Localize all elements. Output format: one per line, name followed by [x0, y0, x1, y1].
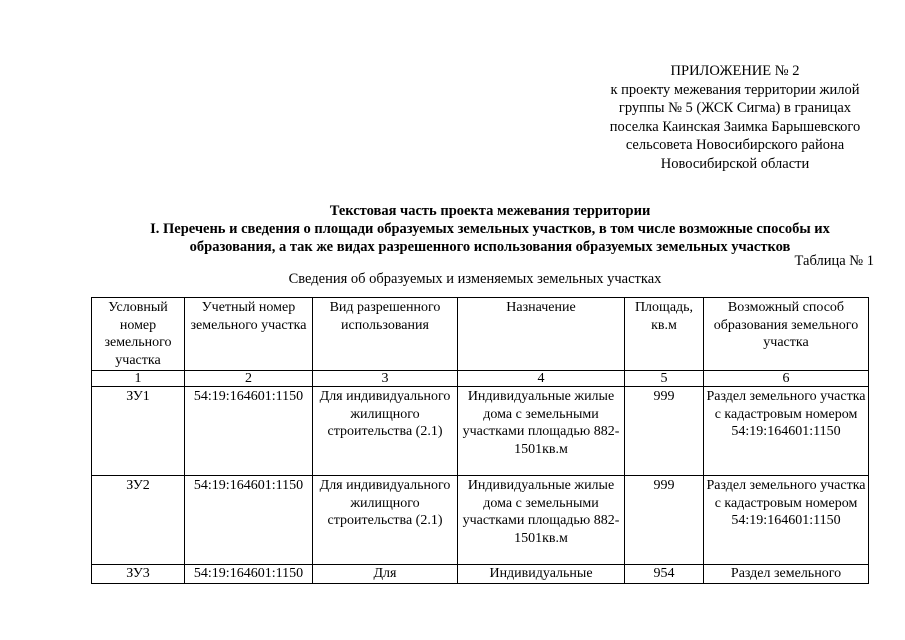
table-cell: 954: [625, 565, 704, 584]
table-cell: ЗУ2: [92, 476, 185, 565]
table-row: [92, 565, 869, 584]
appendix-line: Новосибирской области: [660, 155, 810, 172]
table-header-row: [92, 298, 869, 371]
table-caption: Сведения об образуемых и изменяемых земельных участках: [288, 271, 662, 287]
table-cell: 54:19:164601:1150: [185, 476, 313, 565]
table-cell: Для индивидуального жилищного строительства (2.1): [313, 387, 458, 476]
appendix-line: поселка Каинская Заимка Барышевского: [609, 118, 861, 135]
column-number-cell: 4: [458, 371, 625, 387]
column-number-cell: 1: [92, 371, 185, 387]
header-cell: Учетный номер земельного участка: [185, 298, 313, 371]
table-cell: 999: [625, 476, 704, 565]
table-cell: Раздел земельного участка с кадастровым номером 54:19:164601:1150: [704, 387, 869, 476]
table-cell: Раздел земельного участка с кадастровым номером 54:19:164601:1150: [704, 476, 869, 565]
heading-subtitle-line1: I. Перечень и сведения о площади образуемых земельных участков, в том числе возможные способы их: [150, 221, 830, 237]
table-cell: ЗУ3: [92, 565, 185, 584]
column-number-cell: 2: [185, 371, 313, 387]
table-row: [92, 387, 869, 476]
column-number-cell: 5: [625, 371, 704, 387]
column-number-cell: 3: [313, 371, 458, 387]
table-cell: ЗУ1: [92, 387, 185, 476]
appendix-line: ПРИЛОЖЕНИЕ № 2: [670, 63, 800, 79]
header-cell: Возможный способ образования земельного участка: [704, 298, 869, 371]
table-cell: Индивидуальные жилые дома с земельными участками площадью 882-1501кв.м: [458, 476, 625, 565]
table-cell: Для индивидуального жилищного строительства (2.1): [313, 476, 458, 565]
header-cell: Назначение: [458, 298, 625, 371]
appendix-line: к проекту межевания территории жилой: [610, 81, 860, 98]
appendix-line: сельсовета Новосибирского района: [625, 137, 845, 153]
header-cell: Площадь, кв.м: [625, 298, 704, 371]
table-row: [92, 476, 869, 565]
appendix-block: [590, 62, 880, 173]
column-number-cell: 6: [704, 371, 869, 387]
table-number: Таблица № 1: [794, 253, 874, 269]
table-cell: Раздел земельного: [704, 565, 869, 584]
table-cell: 999: [625, 387, 704, 476]
appendix-line: группы № 5 (ЖСК Сигма) в границах: [618, 100, 852, 116]
table-cell: Для: [313, 565, 458, 584]
column-number-row: [92, 371, 869, 387]
land-plots-table: [91, 297, 869, 584]
header-cell: Вид разрешенного использования: [313, 298, 458, 371]
table-cell: 54:19:164601:1150: [185, 565, 313, 584]
document-heading: [90, 202, 890, 256]
table-cell: Индивидуальные: [458, 565, 625, 584]
heading-title: Текстовая часть проекта межевания территории: [329, 203, 651, 219]
header-cell: Условный номер земельного участка: [92, 298, 185, 371]
heading-subtitle-line2: образования, а так же видах разрешенного использования образуемых земельных участков: [189, 239, 791, 255]
table-cell: 54:19:164601:1150: [185, 387, 313, 476]
table-cell: Индивидуальные жилые дома с земельными участками площадью 882-1501кв.м: [458, 387, 625, 476]
